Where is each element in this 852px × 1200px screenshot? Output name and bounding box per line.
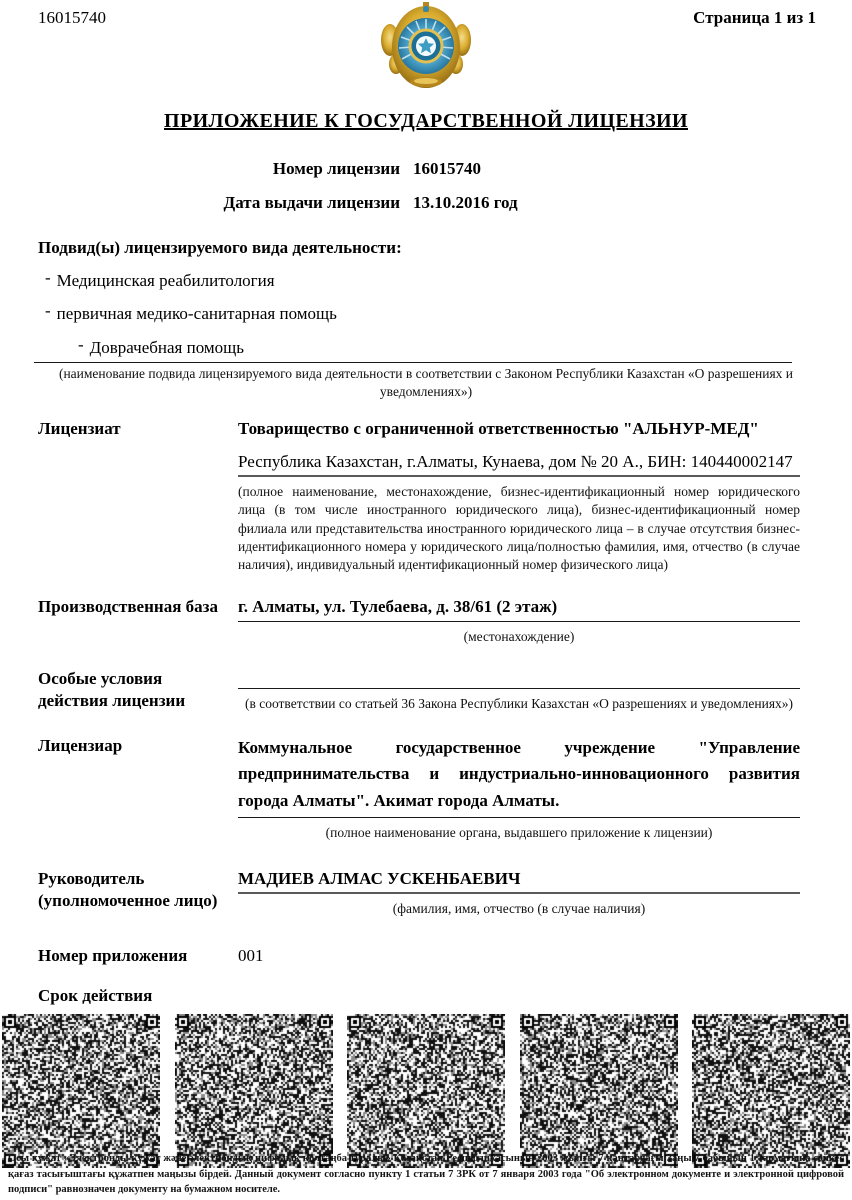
field-production-base	[38, 596, 814, 645]
license-number-label: Номер лицензии	[272, 159, 400, 178]
licensee-label: Лицензиат	[38, 418, 121, 438]
qr-code-3	[347, 1014, 505, 1168]
field-head	[38, 868, 814, 918]
subtype-text: первичная медико-санитарная помощь	[56, 304, 337, 324]
subtype-item	[78, 334, 814, 358]
signature-barcode-strip	[2, 1014, 850, 1168]
qr-code-2	[175, 1014, 333, 1168]
qr-code-1	[2, 1014, 160, 1168]
dash-marker: -	[45, 301, 51, 321]
license-number-row	[0, 159, 852, 179]
subtype-item	[45, 301, 814, 324]
licensee-name: Товарищество с ограниченной ответственностью "АЛЬНУР-МЕД"	[238, 418, 759, 438]
license-issue-date-row	[0, 193, 852, 213]
validity-value	[238, 985, 800, 1007]
subtypes-caption: (наименование подвида лицензируемого вида деятельности в соответствии с Законом Республики Казахстан «О разрешениях и уведомлениях»)	[58, 366, 794, 400]
page-indicator: Страница 1 из 1	[693, 8, 816, 27]
special-conditions-caption: (в соответствии со статьей 36 Закона Республики Казахстан «О разрешениях и уведомлениях»)	[244, 695, 794, 711]
field-validity	[38, 985, 814, 1007]
licensor-label: Лицензиар	[38, 735, 123, 755]
production-base-label: Производственная база	[38, 597, 218, 617]
field-licensee	[38, 418, 814, 575]
blank-value-line	[238, 668, 800, 689]
field-special-conditions	[38, 668, 814, 713]
qr-code-5	[692, 1014, 850, 1168]
licensor-caption: (полное наименование органа, выдавшего приложение к лицензии)	[325, 825, 713, 841]
horizontal-rule	[238, 475, 800, 477]
head-value: МАДИЕВ АЛМАС УСКЕНБАЕВИЧ	[238, 869, 521, 889]
dash-marker: -	[45, 268, 51, 288]
head-caption: (фамилия, имя, отчество (в случае наличия)	[392, 901, 646, 917]
page-header	[0, 0, 852, 92]
dash-marker: -	[78, 334, 84, 354]
horizontal-rule	[238, 892, 800, 894]
horizontal-rule	[34, 362, 792, 363]
kazakhstan-emblem-icon	[380, 2, 472, 90]
subtypes-heading: Подвид(ы) лицензируемого вида деятельности:	[38, 238, 402, 258]
appendix-number-label: Номер приложения	[38, 945, 188, 965]
appendix-number-value: 001	[238, 945, 264, 965]
validity-label: Срок действия	[38, 985, 153, 1005]
licensee-address: Республика Казахстан, г.Алматы, Кунаева, дом № 20 А., БИН: 140440002147	[238, 451, 793, 471]
licensee-caption: (полное наименование, местонахождение, бизнес-идентификационный номер юридического лица (в том числе иностранного юридического лица), бизнес-идентификационный номер филиала или представительства иностранного юридического лица – в случае отсутствия бизнес-идентификационного номера у юридического лица/полностью фамилия, имя, отчество (в случае наличия), индивидуальный идентификационный номер физического лица)	[238, 484, 800, 573]
horizontal-rule	[238, 621, 800, 622]
field-appendix-number	[38, 945, 814, 967]
document-title: ПРИЛОЖЕНИЕ К ГОСУДАРСТВЕННОЙ ЛИЦЕНЗИИ	[164, 110, 688, 132]
licensor-value: Коммунальное государственное учреждение "Управление предпринимательства и индустриально-инновационного развития города Алматы". Акимат города Алматы.	[238, 737, 800, 810]
document-number: 16015740	[38, 8, 106, 27]
subtype-text: Доврачебная помощь	[89, 337, 244, 357]
production-base-value: г. Алматы, ул. Тулебаева, д. 38/61 (2 этаж)	[238, 597, 558, 617]
legal-footer-text: Осы құжат «Электронды құжат және электрондық цифрлық қолтаңба туралы» Қазақстан Республикасының 2003 жылғы 7 қаңтардағы Заңы 7 бабының 1 тармағына сәйкес қағаз тасығыштағы құжатпен маңызы бірдей. Данный документ согласно пункту 1 статьи 7 ЗРК от 7 января 2003 года "Об электронном документе и электронной цифровой подписи" равнозначен документу на бумажном носителе.	[8, 1153, 844, 1195]
qr-code-4	[520, 1014, 678, 1168]
subtype-text: Медицинская реабилитология	[56, 271, 275, 291]
license-number-value: 16015740	[413, 159, 481, 178]
license-issue-date-value: 13.10.2016 год	[413, 192, 518, 212]
subtype-item	[45, 268, 814, 291]
production-base-caption: (местонахождение)	[463, 628, 575, 644]
fields-section	[38, 418, 814, 1109]
special-conditions-label: Особые условия действия лицензии	[38, 668, 186, 710]
document-body	[0, 238, 852, 1109]
horizontal-rule	[238, 817, 800, 818]
head-label: Руководитель (уполномоченное лицо)	[38, 869, 218, 911]
field-licensor	[38, 735, 814, 842]
license-issue-date-label: Дата выдачи лицензии	[223, 192, 400, 212]
license-meta	[0, 159, 852, 212]
